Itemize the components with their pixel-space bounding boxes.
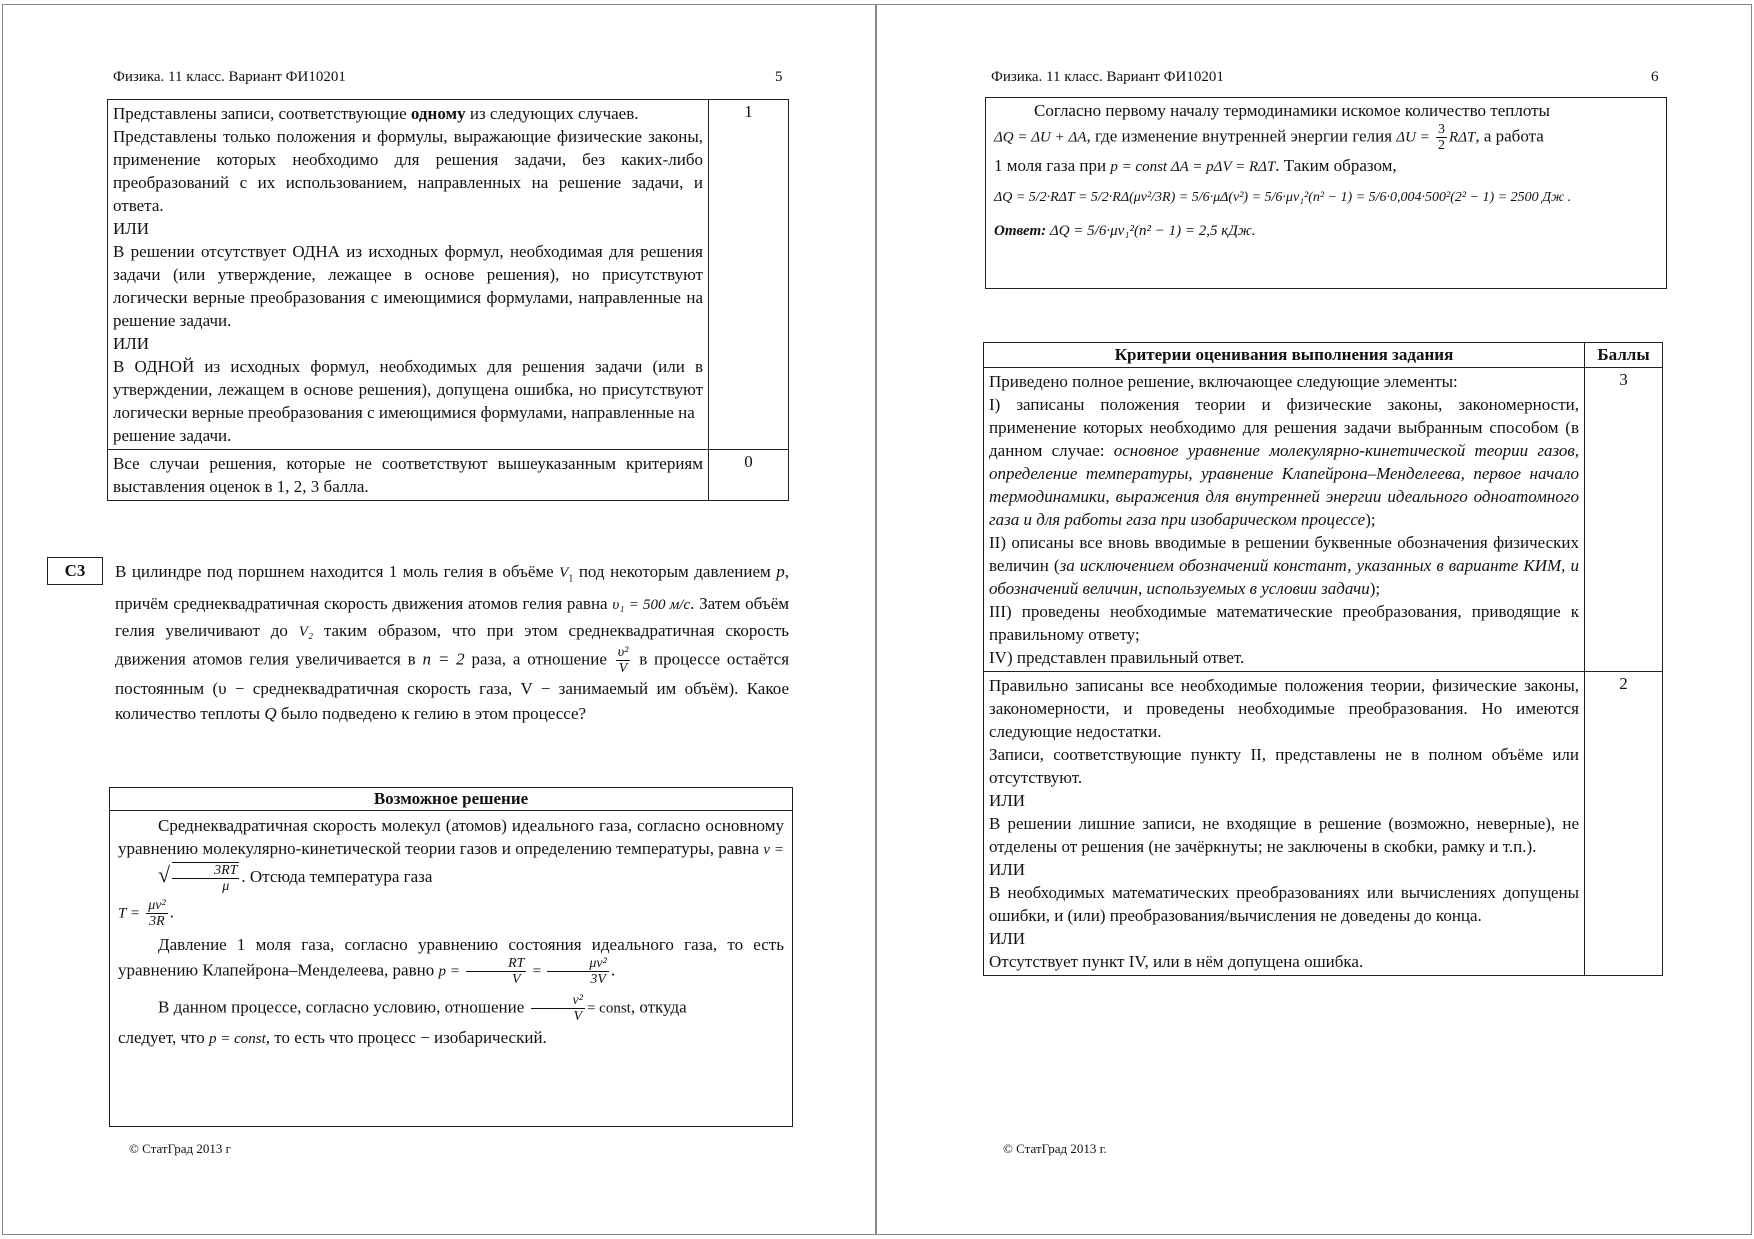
criteria-text: Представлены записи, соответствующие одному из следующих случаев. Представлены только положения и формулы, выражающие физические законы, применение которых необходимо для решения задачи, без каких-либо преобразований с их использованием, направленных на решение задачи, и ответа. ИЛИ В решении отсутствует ОДНА из исходных формул, необходимая для решения задачи (или утверждение, лежащее в основе решения), но присутствуют логически верные преобразования с имеющимися формулами, направленные на решение задачи. ИЛИ В ОДНОЙ из исходных формул, необходимых для решения задачи (или в утверждении, лежащем в основе решения), допущена ошибка, но присутствуют логически верные преобразования с имеющимися формулами, направленные на решение задачи. [108, 100, 709, 450]
page-header: Физика. 11 класс. Вариант ФИ10201 [991, 69, 1224, 85]
criteria-score: 1 [709, 100, 789, 450]
page-right [876, 4, 1752, 1235]
criteria-score: 2 [1585, 672, 1663, 976]
answer-line: Ответ: ΔQ = 5/6·μv₁²(n² − 1) = 2,5 кДж. [994, 223, 1256, 239]
task-label: C3 [47, 557, 103, 585]
criteria-table [983, 342, 1663, 976]
criteria-score: 0 [709, 450, 789, 501]
page-number: 5 [775, 69, 783, 85]
criteria-table-continued [107, 99, 789, 501]
main-formula: ΔQ = 5/2·RΔT = 5/2·RΔ(μv²/3R) = 5/6·μΔ(v²) = 5/6·μv₁²(n² − 1) = 5/6·0,004·500²(2² − 1) = 2500 Дж . [994, 190, 1572, 205]
solution-box [109, 787, 793, 1127]
page-left [2, 4, 876, 1235]
criteria-text: Приведено полное решение, включающее следующие элементы: I) записаны положения теории и физические законы, закономерности, применение которых необходимо для решения задачи выбранным способом (в данном случае: основное уравнение молекулярно-кинетической теории газов, определение температуры, уравнение Клапейрона–Менделеева, первое начало термодинамики, выражения для внутренней энергии идеального одноатомного газа и для работы газа при изобарическом процессе); II) описаны все вновь вводимые в решении буквенные обозначения физических величин (за исключением обозначений констант, указанных в варианте КИМ, и обозначений величин, используемых в условии задачи); III) проведены необходимые математические преобразования, приводящие к правильному ответу; IV) представлен правильный ответ. [984, 368, 1585, 672]
criteria-header-row [984, 343, 1663, 368]
criteria-column-header: Критерии оценивания выполнения задания [984, 343, 1585, 368]
criteria-score: 3 [1585, 368, 1663, 672]
solution-text: Среднеквадратичная скорость молекул (атомов) идеального газа, согласно основному уравнению молекулярно-кинетической теории газов и определению температуры, равна v = √ $\frac{3RT}{\mu}$ . Отсюда температура газа T = $\frac{\text{μv²}}{3R}$ . Давление 1 моля газа, согласно уравнению состояния идеального газа, то есть уравнению Клапейрона–Менделеева, равно p = $\frac{RT}{V}$ = $\frac{\text{μv²}}{3V}$ . В данном процессе, согласно условию, отношение $\frac{\text{v²}}{V}$ = const, откуда следует, что p = const, то есть что процесс − изобарический. [118, 816, 784, 1047]
footer-copyright: © СтатГрад 2013 г [129, 1141, 231, 1156]
criteria-row-2 [984, 672, 1663, 976]
criteria-row-1 [108, 100, 789, 450]
task-statement: В цилиндре под поршнем находится 1 моль гелия в объёме $V_1$ под некоторым давлением p, причём среднеквадратичная скорость движения атомов гелия равна υ₁ = 500 м/с. Затем объём гелия увеличивают до V₂ таким образом, что при этом среднеквадратичная скорость движения атомов гелия увеличивается в n = 2 раза, а отношение $\frac{\text{υ²}}{V}$ в процессе остаётся постоянным (υ − среднеквадратичная скорость газа, V − занимаемый им объём). Какое количество теплоты Q было подведено к гелию в этом процессе? [115, 562, 790, 724]
score-column-header: Баллы [1585, 343, 1663, 368]
criteria-row-3 [984, 368, 1663, 672]
criteria-text: Правильно записаны все необходимые положения теории, физические законы, закономерности, и проведены необходимые преобразования. Но имеются следующие недостатки. Записи, соответствующие пункту II, представлены не в полном объёме или отсутствуют. ИЛИ В решении лишние записи, не входящие в решение (возможно, неверные), не отделены от решения (не зачёркнуты; не заключены в скобки, рамку и т.п.). ИЛИ В необходимых математических преобразованиях или вычислениях допущены ошибки, и (или) преобразования/вычисления не доведены до конца. ИЛИ Отсутствует пункт IV, или в нём допущена ошибка. [984, 672, 1585, 976]
solution-title: Возможное решение [110, 788, 792, 811]
criteria-text: Все случаи решения, которые не соответствуют вышеуказанным критериям выставления оценок в 1, 2, 3 балла. [108, 450, 709, 501]
footer-copyright: © СтатГрад 2013 г. [1003, 1141, 1107, 1156]
criteria-row-0 [108, 450, 789, 501]
page-number: 6 [1651, 69, 1659, 85]
page-header: Физика. 11 класс. Вариант ФИ10201 [113, 69, 346, 85]
solution-continued-box: Согласно первому началу термодинамики искомое количество теплоты ΔQ = ΔU + ΔA, где изменение внутренней энергии гелия ΔU = $\frac{3}{2}$ RΔT, а работа 1 моля газа при p = const ΔA = pΔV = RΔT. Таким образом, ΔQ = 5/2·RΔT = 5/2·RΔ(μv²/3R) = 5/6·μΔ(v²) = 5/6·μv₁²(n² − 1) = 5/6·0,004·500²(2² − 1) = 2500 Дж . Ответ: ΔQ = 5/6·μv₁²(n² − 1) = 2,5 кДж. [985, 97, 1667, 289]
